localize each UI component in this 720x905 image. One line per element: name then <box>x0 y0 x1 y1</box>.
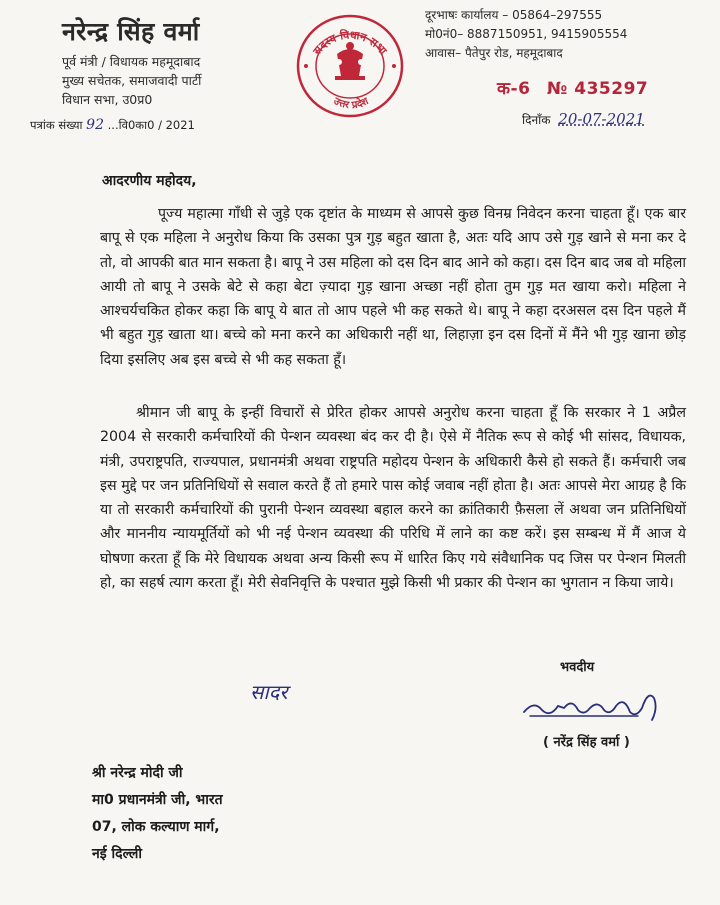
designation-line-2: मुख्य सचेतक, समाजवादी पार्टी <box>62 73 202 88</box>
addressee-line-2: मा0 प्रधानमंत्री जी, भारत <box>92 792 223 808</box>
contact-line-2: मो0नं0– 8887150951, 9415905554 <box>425 27 628 41</box>
paragraph-1: पूज्य महात्मा गाँधी से जुड़े एक दृष्टांत के माध्यम से आपसे कुछ विनम्र निवेदन करना चाहता हूँ। एक बार बापू से एक महिला ने अनुरोध किया कि उसका पुत्र गुड़ बहुत खाता है, अतः यदि आप उसे गुड़ खाने से मना कर दे तो, वो आपकी बात मान सकता है। बापू ने उस महिला को दस दिन बाद आने को कहा। दस दिन बाद जब वो महिला आयी तो बापू ने उसके बेटे से कहा बेटा ज़्यादा गुड़ खाना अच्छा नहीं होता तुम गुड़ मत खाया करो। महिला ने आश्चर्यचकित होकर कहा कि बापू ये बात तो आप पहले भी कह सकते थे। बापू ने कहा दरअसल दस दिन पहले मैं भी बहुत गुड़ खाता था। बच्चे को मना करने का अधिकारी नहीं था, लिहाज़ा इन दस दिनों में मैंने भी गुड़ खाना छोड़ दिया इसलिए अब इस बच्चे से भी कह सकता हूँ। <box>100 206 686 368</box>
addressee-line-3: 07, लोक कल्याण मार्ग, <box>92 819 220 835</box>
date-line <box>522 110 645 128</box>
reference-number <box>30 117 195 133</box>
assembly-seal <box>285 10 415 120</box>
serial-number <box>497 76 648 99</box>
date-label: दिनाँक <box>522 113 551 127</box>
contact-line-1: दूरभाषः कार्यालय – 05864–297555 <box>425 8 603 22</box>
serial-value: 435297 <box>574 79 649 99</box>
seal-top-text: सदस्य विधान सभा <box>310 28 390 58</box>
paragraph-2: श्रीमान जी बापू के इन्हीं विचारों से प्रेरित होकर आपसे अनुरोध करना चाहता हूँ कि सरकार ने 1 अप्रैल 2004 से सरकारी कर्मचारियों की पेन्शन व्यवस्था बंद कर दी है। ऐसे में नैतिक रूप से कोई भी सांसद, विधायक, मंत्री, उपराष्ट्रपति, राज्यपाल, प्रधानमंत्री अथवा राष्ट्रपति महोदय पेन्शन के अधिकारी कैसे हो सकते हैं। कर्मचारी जब इस मुद्दे पर जन प्रतिनिधियों से सवाल करते हैं तो हमारे पास कोई जवाब नहीं होता है। अतः आपसे मेरा आग्रह है कि या तो सरकारी कर्मचारियों की पुरानी पेन्शन व्यवस्था बहाल करने का क्रांतिकारी फ़ैसला लें अथवा जन प्रतिनिधियों और माननीय न्यायमूर्तियों को भी नई पेन्शन व्यवस्था की परिधि में लाने का कष्ट करें। इस सम्बन्ध में मैं आज ये घोषणा करता हूँ कि मेरे विधायक अथवा अन्य किसी रूप में धारित किए गये संवैधानिक पद जिस पर पेन्शन मिलती हो, का सहर्ष त्याग करता हूँ। मेरी सेवनिवृत्ति के पश्चात मुझे किसी भी प्रकार की पेन्शन का भुगतान न किया जाये। <box>100 405 686 592</box>
signer-name: ( नरेंद्र सिंह वर्मा ) <box>543 735 630 750</box>
reference-value: 92 <box>86 117 104 133</box>
contact-line-3: आवास– पैतेपुर रोड, महमूदाबाद <box>425 46 563 60</box>
signature <box>520 686 670 726</box>
addressee-line-1: श्री नरेन्द्र मोदी जी <box>92 765 183 781</box>
letterhead-right <box>425 6 715 63</box>
sender-name: नरेन्द्र सिंह वर्मा <box>62 17 200 46</box>
serial-symbol: № <box>546 79 568 99</box>
date-value: 20-07-2021 <box>558 110 645 128</box>
addressee-line-4: नई दिल्ली <box>92 846 143 862</box>
salutation: आदरणीय महोदय, <box>102 173 197 189</box>
letterhead-left <box>62 14 312 109</box>
closing: भवदीय <box>560 660 595 675</box>
handwritten-regards: सादर <box>250 680 288 704</box>
reference-suffix: ...वि0का0 / 2021 <box>107 118 195 132</box>
designation-line-1: पूर्व मंत्री / विधायक महमूदाबाद <box>62 54 201 69</box>
designation-line-3: विधान सभा, उ0प्र0 <box>62 92 153 107</box>
addressee-block <box>92 760 223 868</box>
seal-bottom-text: उत्तर प्रदेश <box>331 95 371 112</box>
serial-prefix: क-6 <box>497 79 531 99</box>
emblem-icon <box>335 42 365 80</box>
reference-label: पत्रांक संख्या <box>30 118 83 132</box>
